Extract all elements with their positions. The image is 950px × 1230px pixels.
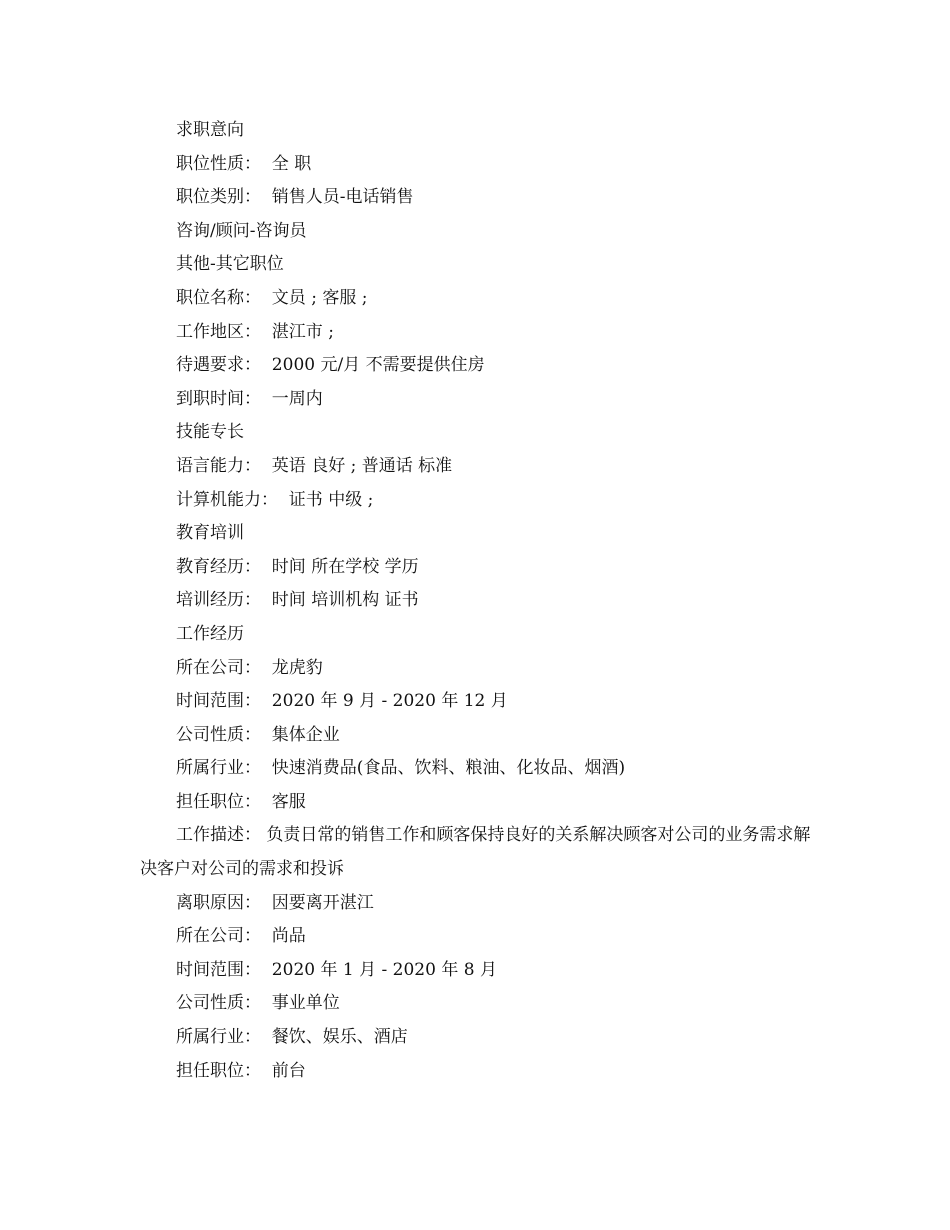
line-value: 2020 年 1 月 - 2020 年 8 月: [261, 959, 497, 980]
text-line: [140, 248, 820, 282]
line-value: 龙虎豹: [261, 657, 323, 678]
line-label: 其他-其它职位: [176, 254, 284, 275]
text-line: [140, 719, 820, 753]
resume-content: [140, 114, 820, 1088]
line-label: 工作描述：: [176, 825, 261, 846]
text-line: [140, 181, 820, 215]
line-label: 语言能力：: [176, 455, 261, 476]
line-value: 时间 所在学校 学历: [261, 556, 419, 577]
line-label: 职位性质：: [176, 153, 261, 174]
line-value: 时间 培训机构 证书: [261, 590, 419, 611]
section-heading-education: [140, 517, 820, 551]
line-label: 待遇要求：: [176, 355, 261, 376]
text-line: [140, 450, 820, 484]
line-value: 负责日常的销售工作和顾客保持良好的关系解决顾客对公司的业务需求解决客户对公司的需求和投诉: [140, 825, 811, 880]
line-label: 教育培训: [176, 523, 244, 544]
text-line: [140, 887, 820, 921]
line-label: 工作地区：: [176, 321, 261, 342]
line-label: 计算机能力：: [176, 489, 278, 510]
text-line: [140, 954, 820, 988]
line-value: 快速消费品(食品、饮料、粮油、化妆品、烟酒): [261, 758, 626, 779]
line-label: 时间范围：: [176, 691, 261, 712]
line-label: 教育经历：: [176, 556, 261, 577]
text-line: [140, 752, 820, 786]
text-line: [140, 1021, 820, 1055]
line-label: 时间范围：: [176, 959, 261, 980]
text-line: [140, 282, 820, 316]
line-label: 技能专长: [176, 422, 244, 443]
line-label: 咨询/顾问-咨询员: [176, 220, 307, 241]
text-line: [140, 786, 820, 820]
text-line: [140, 316, 820, 350]
line-label: 到职时间：: [176, 388, 261, 409]
line-label: 担任职位：: [176, 1060, 261, 1081]
line-label: 所在公司：: [176, 657, 261, 678]
line-value: 事业单位: [261, 993, 340, 1014]
line-value: 客服: [261, 791, 306, 812]
line-value: 证书 中级 ;: [278, 489, 374, 510]
line-label: 所属行业：: [176, 758, 261, 779]
line-label: 职位名称：: [176, 287, 261, 308]
line-value: 文员 ; 客服 ;: [261, 287, 368, 308]
line-label: 公司性质：: [176, 724, 261, 745]
line-label: 职位类别：: [176, 187, 261, 208]
line-value: 英语 良好 ; 普通话 标准: [261, 455, 453, 476]
line-value: 销售人员-电话销售: [261, 187, 414, 208]
section-heading-work-experience: [140, 618, 820, 652]
line-label: 求职意向: [176, 120, 244, 140]
line-value: 因要离开湛江: [261, 892, 374, 913]
line-label: 工作经历: [176, 623, 244, 644]
line-value: 2020 年 9 月 - 2020 年 12 月: [261, 691, 508, 712]
section-heading-skills: [140, 416, 820, 450]
line-value: 尚品: [261, 926, 306, 947]
text-line: [140, 652, 820, 686]
line-value: 一周内: [261, 388, 323, 409]
text-line: [140, 551, 820, 585]
line-value: 前台: [261, 1060, 306, 1081]
text-line: [140, 685, 820, 719]
line-value: 湛江市 ;: [261, 321, 334, 342]
text-line: [140, 1055, 820, 1089]
line-label: 离职原因：: [176, 892, 261, 913]
section-heading-job-intent: [140, 114, 820, 148]
line-label: 所在公司：: [176, 926, 261, 947]
line-label: 培训经历：: [176, 590, 261, 611]
line-value: 全 职: [261, 153, 312, 174]
line-value: 餐饮、娱乐、酒店: [261, 1027, 408, 1048]
job-description-paragraph: [140, 819, 820, 886]
text-line: [140, 383, 820, 417]
line-value: 集体企业: [261, 724, 340, 745]
text-line: [140, 920, 820, 954]
line-label: 所属行业：: [176, 1027, 261, 1048]
text-line: [140, 349, 820, 383]
line-value: 2000 元/月 不需要提供住房: [261, 355, 485, 376]
text-line: [140, 215, 820, 249]
line-label: 担任职位：: [176, 791, 261, 812]
text-line: [140, 584, 820, 618]
text-line: [140, 484, 820, 518]
text-line: [140, 148, 820, 182]
text-line: [140, 987, 820, 1021]
line-label: 公司性质：: [176, 993, 261, 1014]
